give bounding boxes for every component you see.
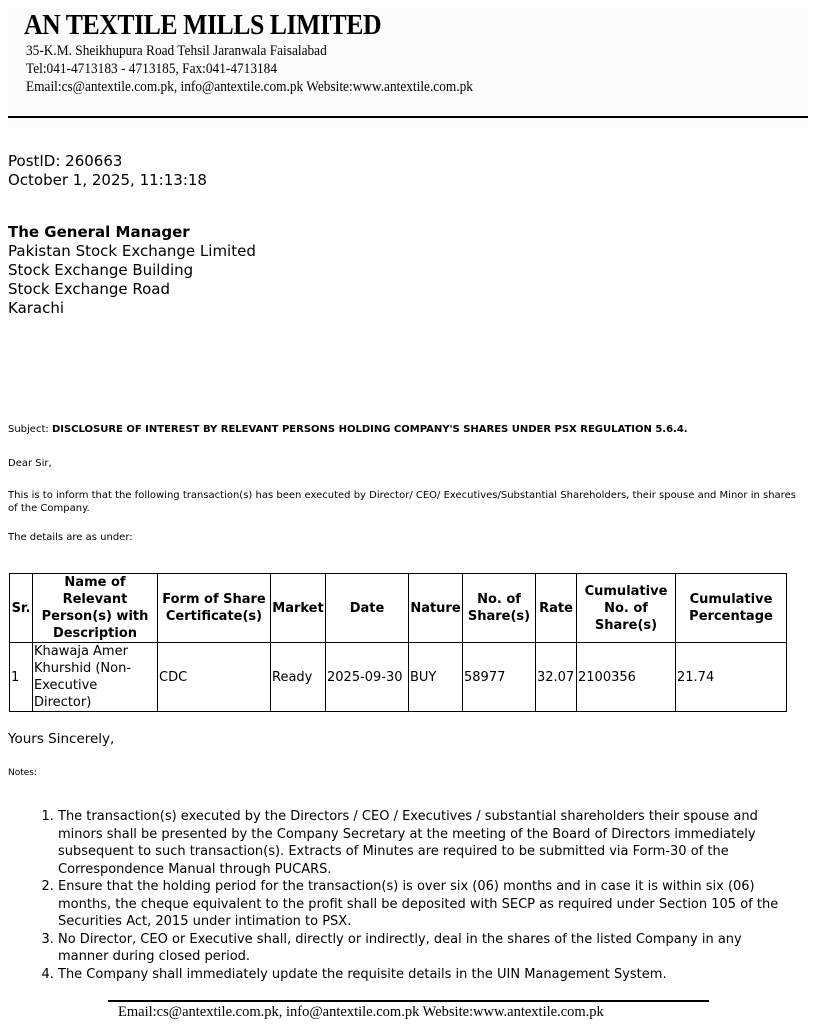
col-header: Market <box>271 574 326 643</box>
company-phone: Tel:041-4713183 - 4713185, Fax:041-4713184 <box>26 61 278 77</box>
cell-cumulative-shares: 2100356 <box>577 643 676 712</box>
cell-nature: BUY <box>409 643 463 712</box>
col-header: Rate <box>536 574 577 643</box>
cell-name: Khawaja Amer Khurshid (Non-Executive Director) <box>33 643 158 712</box>
company-contact: Email:cs@antextile.com.pk, info@antextile.com.pk Website:www.antextile.com.pk <box>26 79 473 95</box>
recipient-line: Stock Exchange Road <box>8 280 170 298</box>
col-header: Nature <box>409 574 463 643</box>
cell-form: CDC <box>158 643 271 712</box>
col-header: No. of Share(s) <box>463 574 536 643</box>
col-header: Name of Relevant Person(s) with Description <box>33 574 158 643</box>
cell-rate: 32.07 <box>536 643 577 712</box>
cell-cumulative-percentage: 21.74 <box>676 643 787 712</box>
col-header: Cumulative Percentage <box>676 574 787 643</box>
details-text: The details are as under: <box>8 532 133 543</box>
table-header-row <box>10 574 787 643</box>
body-flow <box>8 573 808 983</box>
salutation: Dear Sir, <box>8 458 52 469</box>
note-item: 1. The transaction(s) executed by the Directors / CEO / Executives / substantial shareholders their spouse and minors shall be presented by the Company Secretary at the meeting of the Board of Directors immediately subsequent to such transaction(s). Extracts of Minutes are required to be submitted via Form-30 of the Correspondence Manual through PUCARS. <box>58 808 793 878</box>
letterhead <box>8 8 808 128</box>
cell-date: 2025-09-30 <box>326 643 409 712</box>
post-datetime: October 1, 2025, 11:13:18 <box>8 171 207 189</box>
note-item: 4. The Company shall immediately update the requisite details in the UIN Management System. <box>58 966 793 984</box>
notes-list <box>18 808 793 983</box>
company-name: AN TEXTILE MILLS LIMITED <box>24 10 382 41</box>
cell-shares: 58977 <box>463 643 536 712</box>
footer-divider <box>108 1000 709 1002</box>
intro-text: This is to inform that the following transaction(s) has been executed by Director/ CEO/ Executives/Substantial Shareholders, their spouse and Minor in shares of the Company. <box>8 490 796 514</box>
recipient-line: Karachi <box>8 299 65 317</box>
note-item: 2. Ensure that the holding period for the transaction(s) is over six (06) months and in case it is within six (06) months, the cheque equivalent to the profit shall be deposited with SECP as required under Section 105 of the Securities Act, 2015 under intimation to PSX. <box>58 878 793 931</box>
subject-text: DISCLOSURE OF INTEREST BY RELEVANT PERSONS HOLDING COMPANY'S SHARES UNDER PSX REGULATION 5.6.4. <box>51 424 688 435</box>
col-header: Date <box>326 574 409 643</box>
notes-label: Notes: <box>8 768 38 778</box>
col-header: Sr. <box>10 574 33 643</box>
table-row <box>10 643 787 712</box>
col-header: Form of Share Certificate(s) <box>158 574 271 643</box>
col-header: Cumulative No. of Share(s) <box>577 574 676 643</box>
company-address: 35-K.M. Sheikhupura Road Tehsil Jaranwala Faisalabad <box>26 43 327 59</box>
post-id: PostID: 260663 <box>8 152 123 170</box>
subject <box>8 423 688 436</box>
subject-label: Subject: <box>8 424 49 435</box>
transactions-table <box>9 573 787 712</box>
recipient-line: Stock Exchange Building <box>8 261 194 279</box>
cell-market: Ready <box>271 643 326 712</box>
recipient-line: Pakistan Stock Exchange Limited <box>8 242 256 260</box>
header-divider <box>8 116 808 118</box>
note-item: 3. No Director, CEO or Executive shall, directly or indirectly, deal in the shares of the listed Company in any manner during closed period. <box>58 931 793 966</box>
closing: Yours Sincerely, <box>8 731 115 747</box>
recipient-title: The General Manager <box>8 223 190 241</box>
footer-contact: Email:cs@antextile.com.pk, info@antextile.com.pk Website:www.antextile.com.pk <box>118 1004 604 1020</box>
cell-sr: 1 <box>10 643 33 712</box>
